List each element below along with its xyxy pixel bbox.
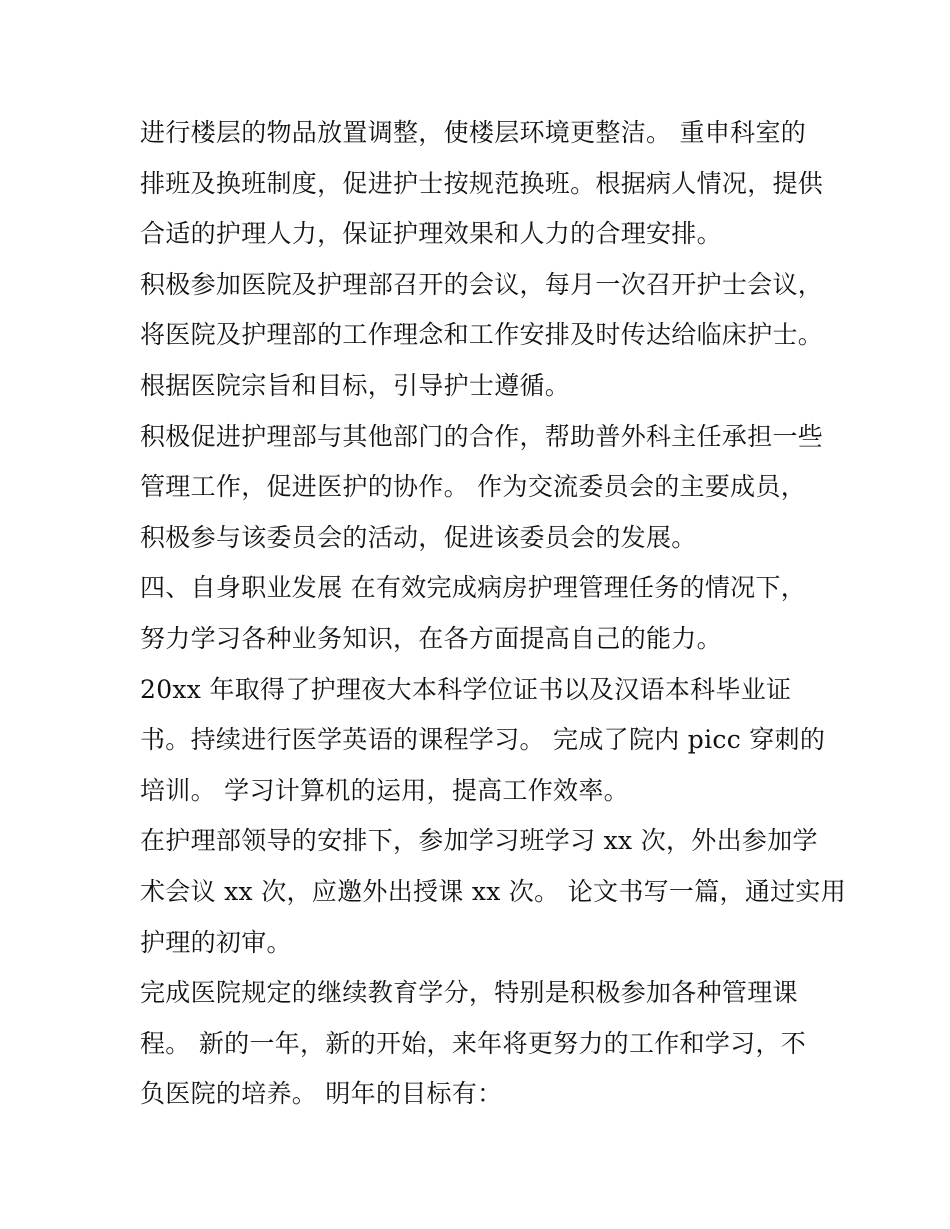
text-line: 合适的护理人力，保证护理效果和人力的合理安排。 bbox=[140, 219, 722, 249]
text-line: 在护理部领导的安排下，参加学习班学习 xx 次，外出参加学 bbox=[140, 826, 818, 856]
text-line: 排班及换班制度，促进护士按规范换班。根据病人情况，提供 bbox=[140, 168, 824, 198]
text-line: 根据医院宗旨和目标，引导护士遵循。 bbox=[140, 370, 571, 400]
text-line: 积极参与该委员会的活动，促进该委员会的发展。 bbox=[140, 522, 697, 552]
text-line: 进行楼层的物品放置调整，使楼层环境更整洁。 重申科室的 bbox=[140, 118, 807, 147]
text-line: 将医院及护理部的工作理念和工作安排及时传达给临床护士。 bbox=[140, 320, 824, 350]
text-line: 术会议 xx 次，应邀外出授课 xx 次。 论文书写一篇，通过实用 bbox=[140, 876, 847, 906]
text-line: 20xx 年取得了护理夜大本科学位证书以及汉语本科毕业证 bbox=[140, 674, 792, 704]
text-line: 培训。 学习计算机的运用，提高工作效率。 bbox=[140, 775, 629, 805]
text-line: 书。持续进行医学英语的课程学习。 完成了院内 picc 穿刺的 bbox=[140, 725, 826, 755]
text-line: 程。 新的一年，新的开始，来年将更努力的工作和学习，不 bbox=[140, 1028, 807, 1058]
text-line: 努力学习各种业务知识，在各方面提高自己的能力。 bbox=[140, 623, 722, 653]
text-line: 积极促进护理部与其他部门的合作，帮助普外科主任承担一些 bbox=[140, 421, 824, 451]
text-line: 完成医院规定的继续教育学分，特别是积极参加各种管理课 bbox=[140, 978, 798, 1008]
text-line: 护理的初审。 bbox=[140, 927, 292, 957]
text-line: 管理工作，促进医护的协作。 作为交流委员会的主要成员， bbox=[140, 472, 807, 502]
text-line: 负医院的培养。 明年的目标有： bbox=[140, 1079, 503, 1109]
document-body bbox=[140, 108, 847, 1120]
text-line: 积极参加医院及护理部召开的会议，每月一次召开护士会议， bbox=[140, 269, 824, 299]
section-heading-line: 四、自身职业发展 在有效完成病房护理管理任务的情况下， bbox=[140, 573, 807, 603]
